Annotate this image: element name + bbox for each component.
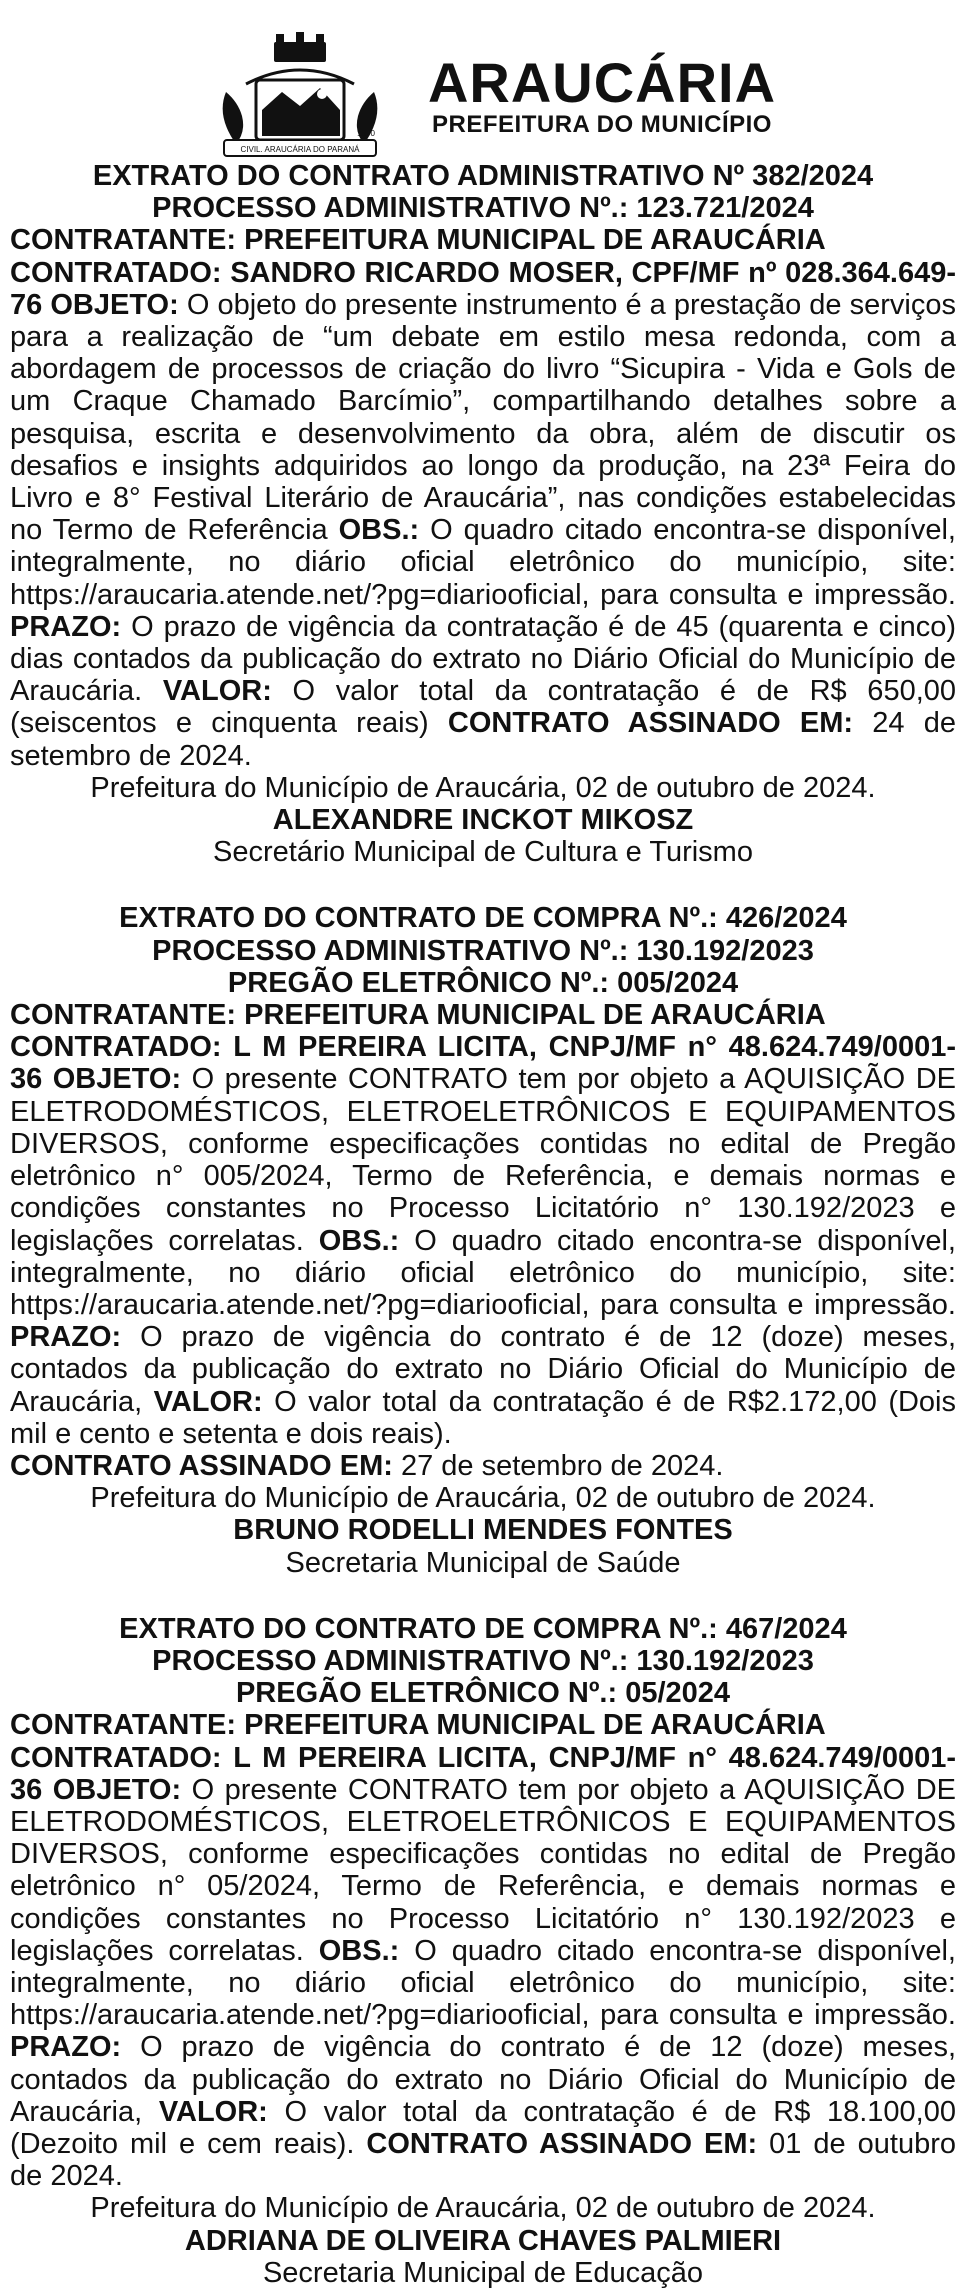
brand-block <box>402 51 802 138</box>
assinado-label: CONTRATO ASSINADO EM: <box>366 2127 758 2160</box>
signer-role: Secretaria Municipal de Saúde <box>285 1546 681 1579</box>
place-date: Prefeitura do Município de Araucária, 02 de outubro de 2024. <box>90 2192 876 2225</box>
notice-title-line: PROCESSO ADMINISTRATIVO Nº.: 130.192/2023 <box>152 934 814 967</box>
contract-notice <box>10 902 956 1578</box>
assinado-label: CONTRATO ASSINADO EM: <box>10 1449 393 1482</box>
assinado-text: 24 de setembro de 2024. <box>10 707 956 772</box>
contratado-value: L M PEREIRA LICITA, CNPJ/MF n° 48.624.749/0001-36 <box>10 1031 956 1096</box>
valor-text: O valor total da contratação é de R$ 18.100,00 (Dezoito mil e cem reais). <box>10 2095 956 2160</box>
objeto-text: O objeto do presente instrumento é a prestação de serviços para a realização de “um debate em estilo mesa redonda, com a abordagem de processos de criação do livro “Sicupira - Vida e Gols de um Craque Chamado Barcímio”, compartilhando detalhes sobre a pesquisa, escrita e desenvolvimento da obra, além de discutir os desafios e insights adquiridos ao longo da produção, na 23ª Feira do Livro e 8° Festival Literário de Araucária”, nas condições estabelecidas no Termo de Referência <box>10 288 957 547</box>
notice-title <box>10 1613 956 1710</box>
obs-label: OBS.: <box>338 514 420 547</box>
notice-body <box>10 1031 956 1482</box>
page-header <box>216 32 776 160</box>
place-date: Prefeitura do Município de Araucária, 02 de outubro de 2024. <box>90 771 876 804</box>
notice-body <box>10 1742 956 2193</box>
objeto-label: OBJETO: <box>50 288 179 321</box>
obs-label: OBS.: <box>318 1224 400 1257</box>
assinado-label: CONTRATO ASSINADO EM: <box>447 707 854 740</box>
notice-title-line: EXTRATO DO CONTRATO DE COMPRA Nº.: 426/2024 <box>119 902 847 935</box>
contratado-value: L M PEREIRA LICITA, CNPJ/MF n° 48.624.749/0001-36 <box>10 1741 956 1806</box>
valor-label: VALOR: <box>162 675 272 708</box>
contract-notice <box>10 160 956 868</box>
notice-title <box>10 902 956 999</box>
obs-text: O quadro citado encontra-se disponível, integralmente, no diário oficial eletrônico do município, site: https://araucaria.atende.net/?pg=diariooficial, para consulta e impressão. <box>10 514 956 611</box>
prazo-text: O prazo de vigência do contrato é de 12 (doze) meses, contados da publicação do extrato no Diário Oficial do Município de Araucária, <box>10 2031 956 2128</box>
brand-subtitle: PREFEITURA DO MUNICÍPIO <box>432 111 772 138</box>
prazo-label: PRAZO: <box>10 610 122 643</box>
contratado-value: SANDRO RICARDO MOSER, CPF/MF nº 028.364.649-76 <box>10 256 956 321</box>
crest-ribbon-text: CIVIL. ARAUCÁRIA DO PARANÁ <box>240 145 360 154</box>
contratante-line: CONTRATANTE: PREFEITURA MUNICIPAL DE ARAUCÁRIA <box>10 224 826 257</box>
municipal-crest-icon <box>216 32 384 160</box>
place-date: Prefeitura do Município de Araucária, 02 de outubro de 2024. <box>90 1482 876 1515</box>
brand-name: ARAUCÁRIA <box>427 51 777 114</box>
signer-name: ADRIANA DE OLIVEIRA CHAVES PALMIERI <box>184 2224 782 2257</box>
signer-name: BRUNO RODELLI MENDES FONTES <box>233 1514 733 1547</box>
notice-title-line: PROCESSO ADMINISTRATIVO Nº.: 123.721/2024 <box>152 192 814 225</box>
assinado-text: 01 de outubro de 2024. <box>10 2127 957 2193</box>
notice-title-line: EXTRATO DO CONTRATO DE COMPRA Nº.: 467/2024 <box>119 1612 847 1645</box>
objeto-text: O presente CONTRATO tem por objeto a AQUISIÇÃO DE ELETRODOMÉSTICOS, ELETROELETRÔNICOS E EQUIPAMENTOS DIVERSOS, conforme especificações contidas no edital de Pregão eletrônico n° 05/2024, Termo de Referência, e demais normas e condições constantes no Processo Licitatório n° 130.192/2023 e legislações correlatas. <box>10 1773 956 1967</box>
document-body <box>10 160 956 2289</box>
prazo-text: O prazo de vigência do contrato é de 12 (doze) meses, contados da publicação do extrato no Diário Oficial do Município de Araucária, <box>10 1321 956 1418</box>
contratado-label: CONTRATADO: <box>10 256 222 289</box>
notice-title <box>10 160 956 224</box>
objeto-label: OBJETO: <box>52 1063 182 1096</box>
valor-label: VALOR: <box>158 2095 268 2128</box>
obs-text: O quadro citado encontra-se disponível, integralmente, no diário oficial eletrônico do município, site: https://araucaria.atende.net/?pg=diariooficial, para consulta e impressão. <box>10 1934 956 2032</box>
notice-body <box>10 257 956 772</box>
objeto-label: OBJETO: <box>52 1773 182 1806</box>
contratante-line: CONTRATANTE: PREFEITURA MUNICIPAL DE ARAUCÁRIA <box>10 999 826 1032</box>
contratado-label: CONTRATADO: <box>10 1031 222 1064</box>
notice-title-line: PROCESSO ADMINISTRATIVO Nº.: 130.192/2023 <box>152 1644 814 1677</box>
signer-role: Secretaria Municipal de Educação <box>262 2256 704 2289</box>
signer-name: ALEXANDRE INCKOT MIKOSZ <box>272 804 694 837</box>
prazo-text: O prazo de vigência da contratação é de 45 (quarenta e cinco) dias contados da publicação do extrato no Diário Oficial do Município de Araucária. <box>10 610 956 708</box>
contract-notice <box>10 1613 956 2289</box>
objeto-text: O presente CONTRATO tem por objeto a AQUISIÇÃO DE ELETRODOMÉSTICOS, ELETROELETRÔNICOS E EQUIPAMENTOS DIVERSOS, conforme especificações contidas no edital de Pregão eletrônico n° 005/2024, Termo de Referência, e demais normas e condições constantes no Processo Licitatório n° 130.192/2023 e legislações correlatas. <box>10 1063 956 1257</box>
signer-role: Secretário Municipal de Cultura e Turismo <box>213 836 753 869</box>
prazo-label: PRAZO: <box>10 1321 122 1354</box>
valor-text: O valor total da contratação é de R$ 650,00 (seiscentos e cinquenta reais) <box>10 675 957 740</box>
valor-label: VALOR: <box>153 1385 263 1418</box>
prazo-label: PRAZO: <box>10 2031 122 2064</box>
notice-title-line: PREGÃO ELETRÔNICO Nº.: 05/2024 <box>235 1677 731 1710</box>
valor-text: O valor total da contratação é de R$2.172,00 (Dois mil e cento e setenta e dois reais). <box>10 1385 957 1450</box>
contratado-label: CONTRATADO: <box>10 1741 222 1774</box>
obs-text: O quadro citado encontra-se disponível, integralmente, no diário oficial eletrônico do município, site: https://araucaria.atende.net/?pg=diariooficial, para consulta e impressão. <box>10 1224 956 1321</box>
crest-year-text: 1890 <box>357 129 375 138</box>
obs-label: OBS.: <box>318 1934 400 1967</box>
notice-title-line: PREGÃO ELETRÔNICO Nº.: 005/2024 <box>227 966 739 999</box>
contratante-line: CONTRATANTE: PREFEITURA MUNICIPAL DE ARAUCÁRIA <box>10 1709 826 1742</box>
notice-title-line: EXTRATO DO CONTRATO ADMINISTRATIVO Nº 382/2024 <box>92 160 874 192</box>
assinado-text: 27 de setembro de 2024. <box>400 1449 724 1482</box>
